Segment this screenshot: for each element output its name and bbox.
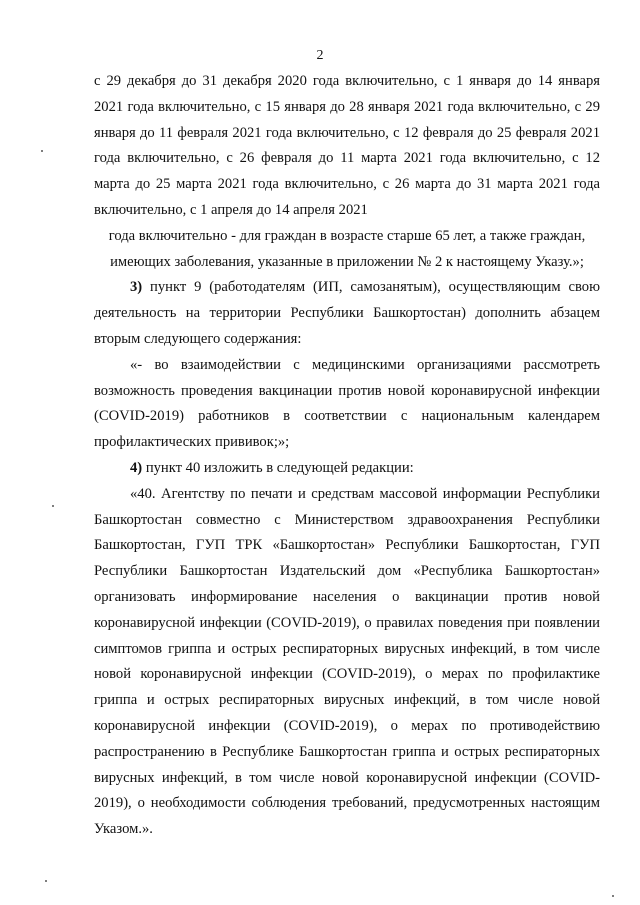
- item-4-text: пункт 40 изложить в следующей редакции:: [142, 459, 414, 476]
- paragraph-date-ranges: с 29 декабря до 31 декабря 2020 года включительно, с 1 января до 14 января 2021 года включительно, с 15 января до 28 января 2021 года включительно, с 29 января до 11 февраля 2021 года включительно, с 12 февраля до 25 февраля 2021 года включительно, с 26 февраля до 11 марта 2021 года включительно, с 12 марта до 25 марта 2021 года включительно, с 26 марта до 31 марта 2021 года включительно, с 1 апреля до 14 апреля 2021: [94, 73, 600, 218]
- paragraph-age-criteria: года включительно - для граждан в возрасте старше 65 лет, а также граждан, имеющих заболевания, указанные в приложении № 2 к настоящему Указу.»;: [108, 227, 586, 270]
- page-number: 2: [316, 48, 324, 63]
- item-3-text: пункт 9 (работодателям (ИП, самозанятым), осуществляющим свою деятельность на территории Республики Башкортостан) дополнить абзацем вторым следующего содержания:: [94, 279, 600, 347]
- item-4-number: 4): [130, 459, 143, 476]
- item-3-number: 3): [130, 279, 143, 296]
- document-body: [94, 69, 600, 843]
- paragraph-item-4: [94, 456, 600, 482]
- paragraph-item-4-quote: «40. Агентству по печати и средствам массовой информации Республики Башкортостан совместно с Министерством здравоохранения Республики Башкортостан, ГУП ТРК «Башкортостан» Республики Башкортостан, ГУП Республики Башкортостан Издательский дом «Республика Башкортостан» организовать информирование населения о вакцинации против новой коронавирусной инфекции (COVID-2019), о правилах поведения при появлении симптомов гриппа и острых респираторных вирусных инфекций, в том числе новой коронавирусной инфекции (COVID-2019), о мерах по профилактике гриппа и острых респираторных вирусных инфекций, в том числе новой коронавирусной инфекции (COVID-2019), о мерах по противодействию распространению в Республике Башкортостан гриппа и острых респираторных вирусных инфекций, в том числе новой коронавирусной инфекции (COVID-2019), о необходимости соблюдения требований, предусмотренных настоящим Указом.».: [94, 485, 600, 838]
- paragraph-item-3-quote: «- во взаимодействии с медицинскими организациями рассмотреть возможность проведения вакцинации против новой коронавирусной инфекции (COVID-2019) работников в соответствии с национальным календарем профилактических прививок;»;: [94, 356, 600, 451]
- scan-speck: [41, 150, 43, 152]
- scan-speck: [45, 880, 47, 882]
- scan-speck: [612, 895, 614, 897]
- scan-speck: [52, 505, 54, 507]
- paragraph-item-3: [94, 275, 600, 352]
